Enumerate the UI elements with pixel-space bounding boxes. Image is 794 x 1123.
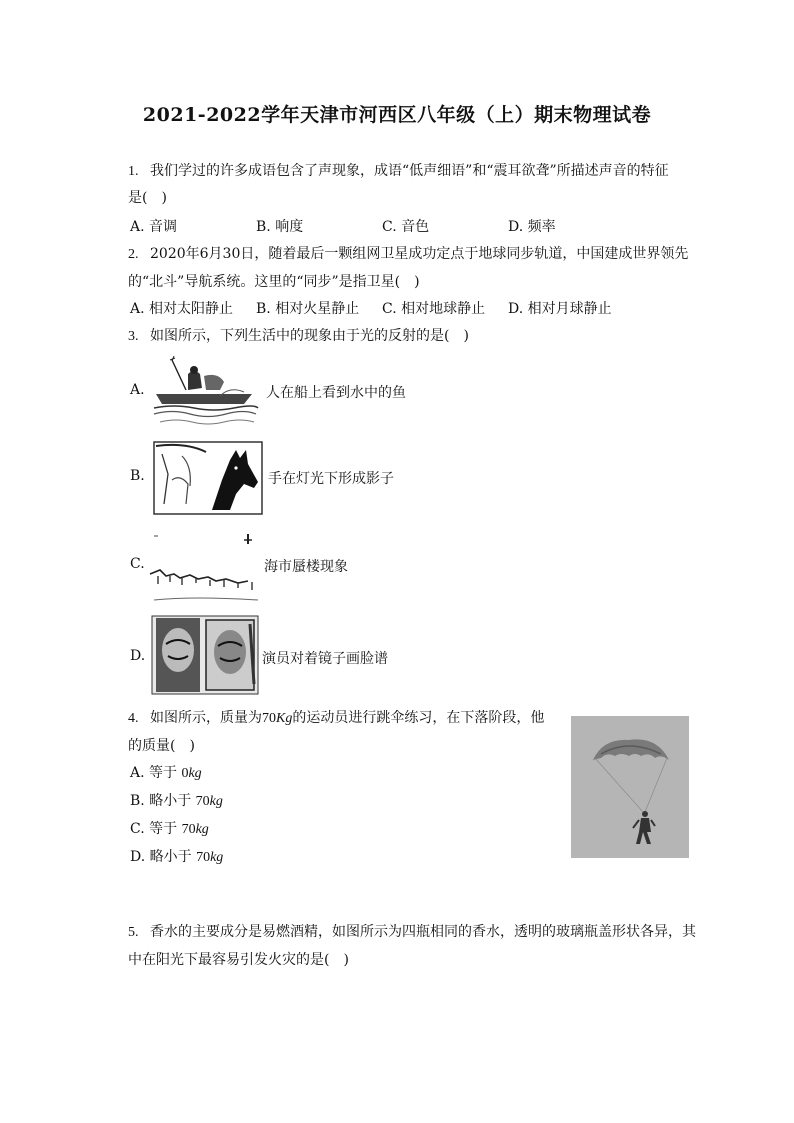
question-number: 4. — [128, 711, 139, 726]
option-d: D. 频率 — [508, 219, 556, 235]
question-2-line-1: 2. 2020年6月30日，随着最后一颗组网卫星成功定点于地球同步轨道，中国建成世界领先 — [128, 240, 688, 269]
hand-shadow-image — [152, 440, 264, 516]
option-c: C. 音色 — [382, 219, 430, 235]
option-a: A. 相对太阳静止 — [130, 301, 234, 317]
option-b-label: B. — [130, 468, 145, 484]
option-c-text: 海市蜃楼现象 — [264, 559, 348, 575]
option-d-label: D. — [130, 648, 146, 664]
question-3-line-1: 3. 如图所示，下列生活中的现象由于光的反射的是( ) — [128, 322, 469, 351]
question-4-line-1: 4. 如图所示，质量为70Kg的运动员进行跳伞练习，在下落阶段，他 — [128, 704, 544, 733]
option-b: B. 略小于 70kg — [130, 793, 223, 809]
option-a-text: 人在船上看到水中的鱼 — [266, 385, 406, 401]
question-number: 3. — [128, 329, 139, 344]
question-1-line-1: 1. 我们学过的许多成语包含了声现象，成语“低声细语”和“震耳欲聋”所描述声音的特征 — [128, 157, 669, 186]
parachutist-image — [571, 716, 689, 858]
fisherman-boat-image — [150, 352, 262, 428]
question-number: 5. — [128, 925, 139, 940]
option-c: C. 相对地球静止 — [382, 301, 486, 317]
option-d: D. 相对月球静止 — [508, 301, 612, 317]
question-1-line-2: 是( ) — [128, 190, 167, 206]
question-number: 2. — [128, 247, 139, 262]
question-5-line-2: 中在阳光下最容易引发火灾的是( ) — [128, 952, 349, 968]
option-c-label: C. — [130, 556, 145, 572]
mirror-face-painting-image — [150, 614, 260, 696]
page-title: 2021-2022学年天津市河西区八年级（上）期末物理试卷 — [142, 104, 652, 126]
option-d-text: 演员对着镜子画脸谱 — [262, 651, 388, 667]
question-number: 1. — [128, 164, 139, 179]
question-2-line-2: 的“北斗”导航系统。这里的“同步”是指卫星( ) — [128, 274, 420, 290]
question-5-line-1: 5. 香水的主要成分是易燃酒精，如图所示为四瓶相同的香水，透明的玻璃瓶盖形状各异，其 — [128, 918, 696, 947]
mirage-image — [148, 530, 262, 604]
option-a: A. 等于 0kg — [130, 765, 202, 781]
option-d: D. 略小于 70kg — [130, 849, 224, 865]
option-a: A. 音调 — [130, 219, 178, 235]
option-c: C. 等于 70kg — [130, 821, 209, 837]
option-a-label: A. — [130, 382, 145, 398]
option-b: B. 相对火星静止 — [256, 301, 360, 317]
option-b-text: 手在灯光下形成影子 — [268, 471, 394, 487]
question-4-line-2: 的质量( ) — [128, 738, 195, 754]
option-b: B. 响度 — [256, 219, 304, 235]
